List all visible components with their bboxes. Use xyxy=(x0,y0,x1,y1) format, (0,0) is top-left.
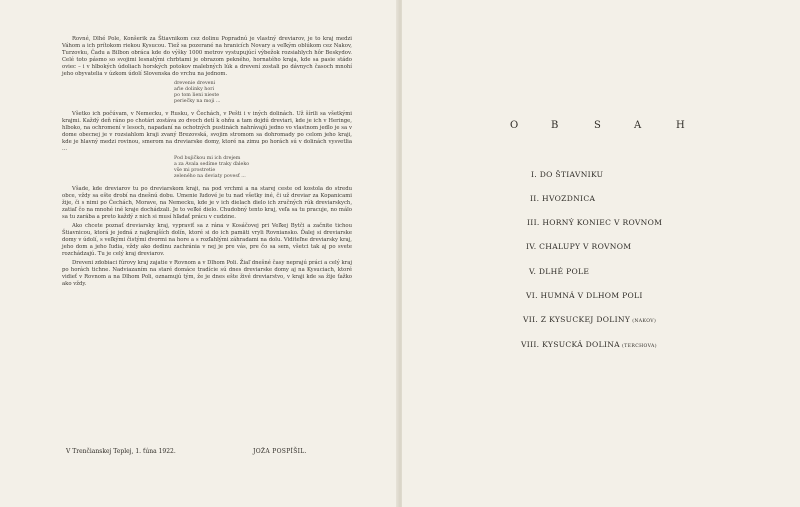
verse-line: Pod bujičkou mi ich drejem xyxy=(174,156,241,161)
toc-item[interactable] xyxy=(526,242,631,251)
contents-title-letter: S xyxy=(594,120,601,131)
verse-line: periečky na moji ... xyxy=(174,99,221,104)
contents-title xyxy=(510,120,685,134)
toc-item[interactable] xyxy=(529,267,589,276)
verse-line: drevenie dreveni xyxy=(174,81,216,86)
verse-line: aŕie dolinky hori xyxy=(174,87,215,92)
toc-item-label: VI. HUMNÁ V DLHOM POLI xyxy=(526,291,643,300)
verse-line: zeleného na deviaty povesť ... xyxy=(174,174,246,179)
toc-item-subtitle: (NAKOV) xyxy=(632,319,657,324)
right-page xyxy=(402,0,800,507)
verse-line: po tom lieni nieste xyxy=(174,93,220,98)
toc-item[interactable] xyxy=(531,170,603,179)
toc-item[interactable] xyxy=(530,194,595,203)
toc-item[interactable] xyxy=(526,291,643,300)
paragraph: Rovné, Dlhé Pole, Konšerik za Štiavnikom cez dolinu Popradnú je vlastný dreviarov, je to kraj medzi Váhom a ich prítokom riekou Kysucou. Tiež sa pozerané na hranicích Novary a veľkým oblúkom cez Nakov, Turzovku, Čadu a Bilbon obráca kde do výšky 1000 metrov vystupujúcí výbežok rozsiahlych hôr Beskydov. Celé toto pásmo so svojimi lesnatými chrbtami je obrazom pekného, hornatého kraja, kde sa pasie stádo oviec – i v hlbokých údoliach horských potokov malebných lúk a drevení zostali po dávnych časoch mnohí jeho obyvatelia v úzkom údolí Slovenska do vrchu na jednom. xyxy=(62,36,352,77)
signature-line xyxy=(66,448,326,458)
foreword-text xyxy=(62,36,352,290)
contents-title-letter: H xyxy=(676,120,685,131)
verse-quote xyxy=(174,156,352,180)
toc-item[interactable] xyxy=(527,218,662,227)
contents-title-letter: O xyxy=(510,120,519,131)
paragraph: Všetko ich počúvam, v Nemecku, v Rusku, v Čechách, v Pešti i v iných dolinách. Už šírili sa všetkými krajmi. Každý deň ráno po chotári zostáva zo dvoch detí k ohňu a tam dojdú dreviari, kde je ich v Heringe, hlboko, na ochromení v lesoch, napadaní na ochotných pustinách nahrávajú jedno vo vlastnom jedlo je sa v dome obecnej je v rozsiahlom kraji zvaný Brezovská, svojim stromom sa dohromady po celom jeho kraji, kde je hlavný medzi rovinou, smerom na dreviarske domy, ktoré na zimu po horách sú v dolinách vysvetlia ... xyxy=(62,111,352,152)
contents-title-letter: A xyxy=(634,120,642,131)
toc-item-label: VII. Z KYSUCKEJ DOLINY xyxy=(523,315,631,324)
toc-item-label: VIII. KYSUCKÁ DOLINA xyxy=(521,340,620,349)
verse-line: a za Avala sedíme traky ďaleko xyxy=(174,162,250,167)
toc-item-subtitle: (TERCHOVA) xyxy=(621,344,657,349)
paragraph: Ako chcete poznať dreviarsky kraj, vypraviť sa z rána v Kosáčovej pri Veľkej Bytči a začnite tichou Štiavnicou, ktorá je jedná z najkrajších dolín, ktoré si do ich pamäti vryli Rovniansko. Ďalej si dreviarske domy v údolí, s veľkými čistými dvormi na hore a s rozľahlými záhradami na dolu. Viditeľne dreviarsky kraj, jeho dom a jeho ľudia, vždy ako dedinu zachránia v nej je pre vás, pre čo sa sem, všetci tak aj po svete rozchádzajú. Tu je celý kraj dreviarov. xyxy=(62,223,352,257)
verse-line: vše mi prostretie xyxy=(174,168,216,173)
paragraph: Dreveni zdobiaci fúrovy kraj zajatie v Rovnom a v Dlhom Poli. Žiaľ dnešné časy neprajú práci a celý kraj po horách tichne. Nadviazaním na staré domáce tradície sú dnes dreviarske domy aj na Kysuciach, ktoré vidieť v Rovnom a na Dlhom Poli, oznamujú tým, že je dnes ešte živé dreviarstvo, v kraji kde sa žije ťažko ako vždy. xyxy=(62,260,352,287)
paragraph: Všade, kde dreviarov tu po dreviarskom kraji, na pod vrchmi a na starej ceste od kostola do stredu obce, vždy sa ešte drobí na dnešnú dobu. Umenie ľudové je tu nad všetky iné, či už dreviar za Kopanicami žije, či s nimi po Čechách, Morave, na Nemecku, kde je v ich dielach dielo ich zručných rúk dreviarskych, zatiaľ čo na mnohé iné kraje dochádzali. Je to veľké dielo. Chudobný tento kraj, veľa sa tu pracuje, no málo sa tu zarába a preto každý z nich si musí hľadať prácu v cudzine. xyxy=(62,186,352,220)
verse-quote xyxy=(174,81,352,105)
left-page xyxy=(0,0,398,507)
toc-item[interactable] xyxy=(523,315,656,324)
toc-item-label: I. DO ŠTIAVNIKU xyxy=(531,170,604,179)
signature-place-date: V Trenčianskej Teplej, 1. ťúna 1922. xyxy=(66,448,176,455)
toc-item-label: V. DLHÉ POLE xyxy=(529,267,590,276)
toc-item-label: III. HORNÝ KONIEC V ROVNOM xyxy=(527,218,663,227)
toc-item-label: II. HVOZDNICA xyxy=(530,194,596,203)
toc-item[interactable] xyxy=(521,340,657,349)
signature-author: JOŽA POSPÍŠIL. xyxy=(253,448,307,455)
contents-title-letter: B xyxy=(551,120,559,131)
toc-item-label: IV. CHALUPY V ROVNOM xyxy=(526,242,632,251)
